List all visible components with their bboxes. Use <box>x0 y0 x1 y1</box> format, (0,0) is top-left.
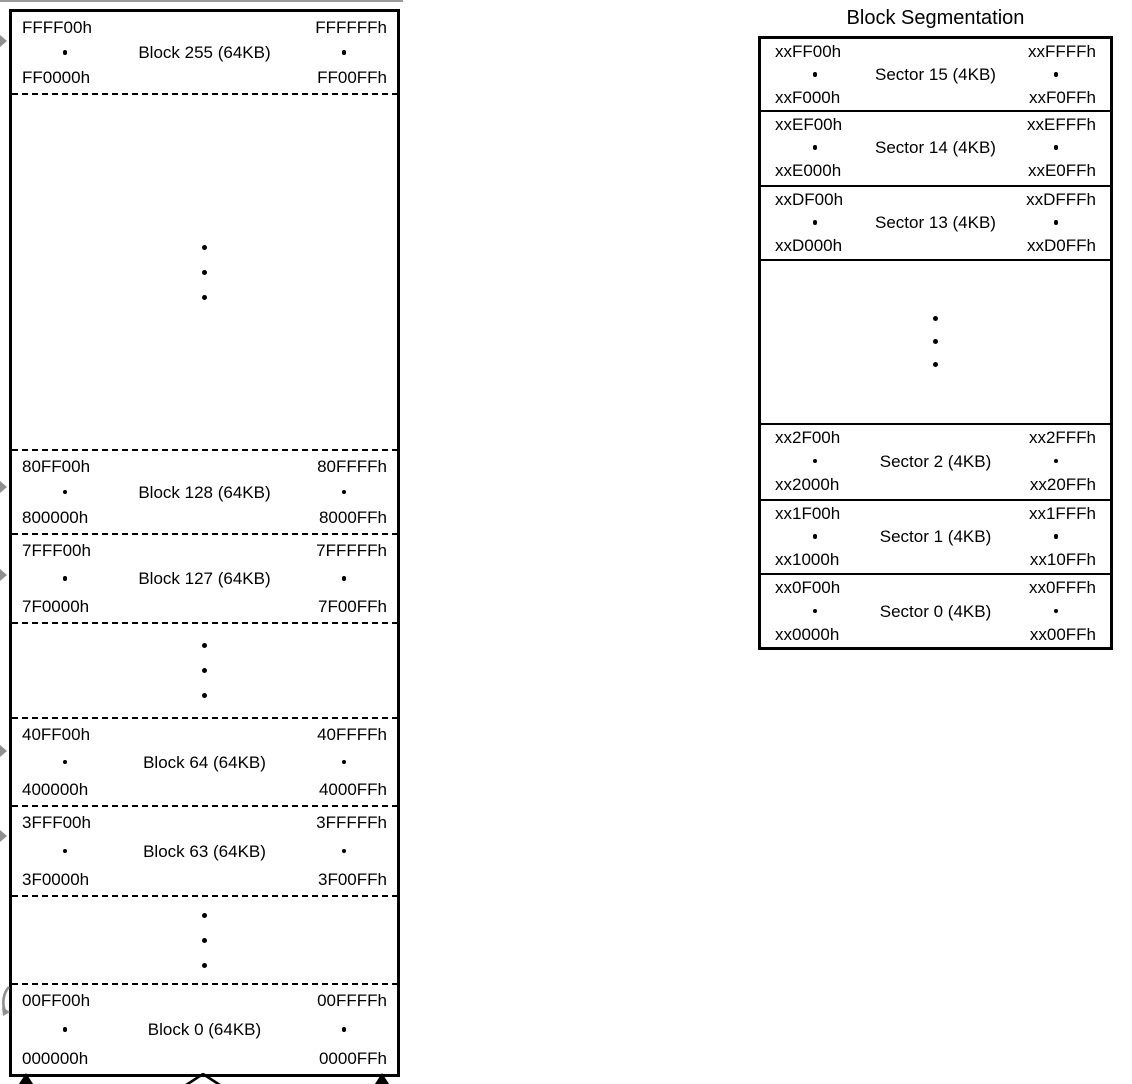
address-bottom-right: 7F00FFh <box>318 597 387 616</box>
address-bottom-left: FF0000h <box>22 68 91 87</box>
hook-arrow-icon <box>0 985 11 1019</box>
address-top-left: 3FFF00h <box>22 813 91 832</box>
range-dot <box>1054 534 1059 539</box>
ellipsis-dot <box>933 316 938 321</box>
sector-14-cell <box>761 112 1110 183</box>
address-bottom-right: xx00FFh <box>1029 625 1096 644</box>
address-top-left: 40FF00h <box>22 725 91 744</box>
address-bottom-right: xxF0FFh <box>1028 88 1096 107</box>
block-0-cell <box>12 985 397 1074</box>
ellipsis-dot <box>202 245 207 250</box>
ellipsis-dot <box>202 693 207 698</box>
sector-label: Sector 14 (4KB) <box>875 138 996 157</box>
address-top-right: 00FFFFh <box>317 991 387 1010</box>
ellipsis-dot <box>202 643 207 648</box>
range-dot <box>1054 609 1059 614</box>
address-top-right: 40FFFFh <box>317 725 387 744</box>
address-top-right: FFFFFFh <box>315 18 387 37</box>
range-dot <box>63 1027 68 1032</box>
range-dot <box>63 50 68 55</box>
address-top-right: xxFFFFh <box>1028 42 1096 61</box>
left-pointer-icon <box>0 569 7 581</box>
range-dot <box>63 760 68 765</box>
address-top-left: 7FFF00h <box>22 541 91 560</box>
address-top-left: 80FF00h <box>22 457 91 476</box>
range-dot <box>813 534 818 539</box>
ellipsis-dot <box>202 938 207 943</box>
address-bottom-left: xx2000h <box>775 475 840 494</box>
address-top-right: xx0FFFh <box>1028 578 1096 597</box>
segmentation-title: Block Segmentation <box>846 7 1025 29</box>
address-top-left: FFFF00h <box>22 18 92 37</box>
sector-label: Sector 13 (4KB) <box>875 213 996 232</box>
ellipsis-dot <box>933 339 938 344</box>
address-bottom-left: 3F0000h <box>22 870 90 889</box>
address-bottom-right: xxD0FFh <box>1027 236 1096 255</box>
omitted-blocks-gap <box>12 95 397 449</box>
up-arrow-icon <box>373 1073 391 1084</box>
sector-0-cell <box>761 575 1110 647</box>
sector-label: Sector 2 (4KB) <box>879 451 992 471</box>
clipped-top-rule <box>0 0 403 2</box>
range-dot <box>342 576 347 581</box>
range-dot <box>1054 220 1059 225</box>
address-bottom-right: 0000FFh <box>318 1049 387 1068</box>
address-bottom-left: 7F0000h <box>22 597 90 616</box>
range-dot <box>1054 72 1059 77</box>
address-top-right: xx1FFFh <box>1028 504 1096 523</box>
block-label: Block 255 (64KB) <box>138 43 271 62</box>
address-bottom-left: 400000h <box>22 780 89 799</box>
address-top-left: xx0F00h <box>775 578 841 597</box>
range-dot <box>813 220 818 225</box>
block-map <box>9 9 400 1077</box>
block-128-cell <box>12 451 397 533</box>
range-dot <box>813 72 818 77</box>
block-255-cell <box>12 12 397 93</box>
address-bottom-right: 4000FFh <box>318 780 387 799</box>
address-top-left: xxDF00h <box>775 190 844 209</box>
omitted-sectors-gap <box>761 261 1110 421</box>
address-bottom-left: xx0000h <box>775 625 840 644</box>
address-top-left: xxEF00h <box>775 115 843 134</box>
range-dot <box>1054 145 1059 150</box>
block-label: Block 63 (64KB) <box>143 841 266 861</box>
left-pointer-icon <box>0 481 7 493</box>
address-top-right: 7FFFFFh <box>316 541 387 560</box>
address-bottom-right: xx20FFh <box>1029 475 1096 494</box>
omitted-blocks-gap <box>12 624 397 717</box>
address-bottom-left: 000000h <box>22 1049 89 1068</box>
range-dot <box>1054 459 1059 464</box>
sector-label: Sector 1 (4KB) <box>879 527 992 546</box>
sector-label: Sector 15 (4KB) <box>875 65 996 84</box>
address-bottom-left: xxD000h <box>775 236 843 255</box>
range-dot <box>63 849 68 854</box>
address-top-right: xxDFFFh <box>1026 190 1096 209</box>
address-bottom-left: 800000h <box>22 508 89 527</box>
address-bottom-right: 3F00FFh <box>318 870 387 889</box>
block-label: Block 0 (64KB) <box>147 1020 262 1039</box>
address-bottom-right: FF00FFh <box>317 68 387 87</box>
address-bottom-right: xx10FFh <box>1029 550 1096 569</box>
address-top-right: 3FFFFFh <box>316 813 387 832</box>
range-dot <box>813 459 818 464</box>
block-127-cell <box>12 535 397 622</box>
range-dot <box>63 490 68 495</box>
block-label: Block 64 (64KB) <box>143 752 266 772</box>
ellipsis-dot <box>202 913 207 918</box>
address-top-right: 80FFFFh <box>317 457 387 476</box>
range-dot <box>342 490 347 495</box>
block-label: Block 127 (64KB) <box>138 569 271 588</box>
open-caret-icon <box>181 1073 225 1084</box>
range-dot <box>813 145 818 150</box>
left-pointer-icon <box>0 745 7 757</box>
range-dot <box>342 760 347 765</box>
sector-1-cell <box>761 501 1110 571</box>
range-dot <box>342 849 347 854</box>
up-arrow-icon <box>17 1073 35 1084</box>
sector-2-cell <box>761 425 1110 497</box>
address-bottom-right: 8000FFh <box>318 508 387 527</box>
address-top-left: xxFF00h <box>775 42 842 61</box>
ellipsis-dot <box>202 270 207 275</box>
address-top-left: 00FF00h <box>22 991 91 1010</box>
address-top-left: xx1F00h <box>775 504 841 523</box>
ellipsis-dot <box>933 362 938 367</box>
sector-label: Sector 0 (4KB) <box>879 601 992 621</box>
left-pointer-icon <box>0 830 7 842</box>
address-top-left: xx2F00h <box>775 428 841 447</box>
address-bottom-left: xx1000h <box>775 550 840 569</box>
left-pointer-icon <box>0 35 7 47</box>
omitted-blocks-gap <box>12 897 397 983</box>
range-dot <box>63 576 68 581</box>
address-bottom-left: xxF000h <box>775 88 841 107</box>
ellipsis-dot <box>202 668 207 673</box>
range-dot <box>813 609 818 614</box>
block-label: Block 128 (64KB) <box>138 482 271 502</box>
ellipsis-dot <box>202 963 207 968</box>
ellipsis-dot <box>202 295 207 300</box>
address-top-right: xx2FFFh <box>1028 428 1096 447</box>
address-bottom-right: xxE0FFh <box>1027 161 1096 180</box>
sector-13-cell <box>761 187 1110 257</box>
range-dot <box>342 1027 347 1032</box>
address-top-right: xxEFFFh <box>1027 115 1096 134</box>
sector-15-cell <box>761 39 1110 110</box>
block-63-cell <box>12 807 397 895</box>
address-bottom-left: xxE000h <box>775 161 842 180</box>
sector-map <box>758 36 1113 650</box>
block-64-cell <box>12 719 397 805</box>
range-dot <box>342 50 347 55</box>
